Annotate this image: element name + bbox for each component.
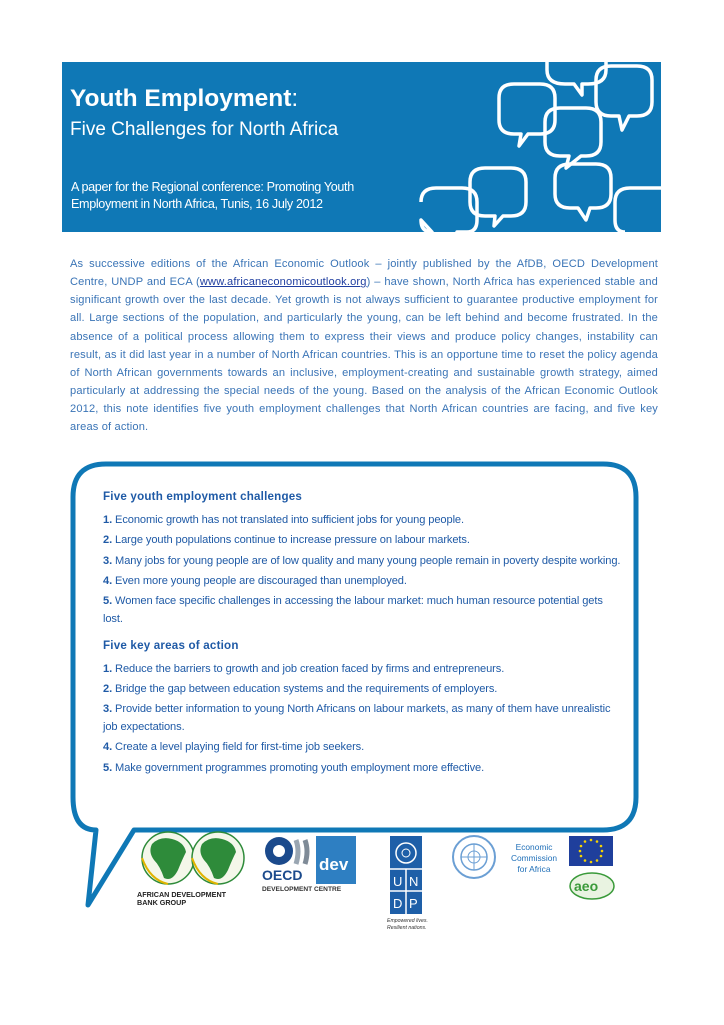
undp-logo <box>387 836 428 931</box>
oecd-name-text: OECD <box>262 867 303 883</box>
eu-flag-icon <box>569 836 613 866</box>
list-item: 1. Economic growth has not translated into sufficient jobs for young people. <box>103 514 464 526</box>
undp-letter-n: N <box>409 874 419 889</box>
page-title: Youth Employment: <box>70 85 299 112</box>
undp-letter-p: P <box>409 896 418 911</box>
page-subtitle: Five Challenges for North Africa <box>70 119 339 140</box>
list-item: 5. Make government programmes promoting youth employment more effective. <box>103 761 485 774</box>
list-item: 3. Many jobs for young people are of low quality and many young people remain in poverty despite working. <box>103 554 621 567</box>
afdb-label: AFRICAN DEVELOPMENT BANK GROUP <box>137 890 227 907</box>
un-emblem-icon <box>453 836 495 878</box>
actions-heading: Five key areas of action <box>103 638 239 652</box>
oecd-dev-text: dev <box>319 855 349 874</box>
challenges-heading: Five youth employment challenges <box>103 490 303 503</box>
list-item: 2. Bridge the gap between education systems and the requirements of employers. <box>103 683 498 696</box>
afdb-logo <box>142 832 244 884</box>
aeo-text: aeo <box>574 878 599 894</box>
undp-letter-u: U <box>393 874 403 889</box>
intro-paragraph: As successive editions of the African Economic Outlook – jointly published by the AfDB, OECD Development Centre, UNDP and ECA (www.africaneconomicoutlook.org) – have shown, North Africa has experienced stable and significant growth over the last decade. Yet growth is not always sufficient to guarantee productive employment for all. Large sections of the population, and particularly the young, can be left behind and become frustrated. In the absence of a political process allowing them to express their views and produce policy changes, instability can result, as it did last year in a number of North African countries. This is an opportune time to reset the policy agenda of North African governments towards an inclusive, employment-creating and sustainable growth strategy, aimed particularly at addressing the special needs of the young. Based on the analysis of the African Economic Outlook 2012, this note identifies five youth employment challenges that North African countries are facing, and five key areas of action. <box>70 258 658 434</box>
list-item: 2. Large youth populations continue to increase pressure on labour markets. <box>103 534 470 547</box>
list-item: 1. Reduce the barriers to growth and job creation faced by firms and entrepreneurs. <box>103 662 505 675</box>
list-item: 4. Even more young people are discouraged than unemployed. <box>103 574 407 587</box>
eca-label: Economic Commission for Africa <box>510 842 558 874</box>
list-item: 3. Provide better information to young North Africans on labour markets, as many of them have unrealistic job expectations. <box>103 703 611 734</box>
undp-tagline-2: Resilient nations. <box>387 925 427 931</box>
list-item: 5. Women face specific challenges in accessing the labour market: much human resource potential gets lost. <box>103 595 603 625</box>
oecd-centre-text: DEVELOPMENT CENTRE <box>262 886 342 893</box>
aeo-website-link[interactable]: www.africaneconomicoutlook.org <box>199 276 367 289</box>
list-item: 4. Create a level playing field for first-time job seekers. <box>103 741 365 754</box>
undp-letter-d: D <box>393 896 403 911</box>
aeo-logo <box>570 873 614 899</box>
undp-tagline-1: Empowered lives. <box>387 918 428 924</box>
oecd-logo <box>262 836 356 893</box>
conference-note: A paper for the Regional conference: Promoting Youth Employment in North Africa, Tunis, 16 July 2012 <box>71 180 354 211</box>
